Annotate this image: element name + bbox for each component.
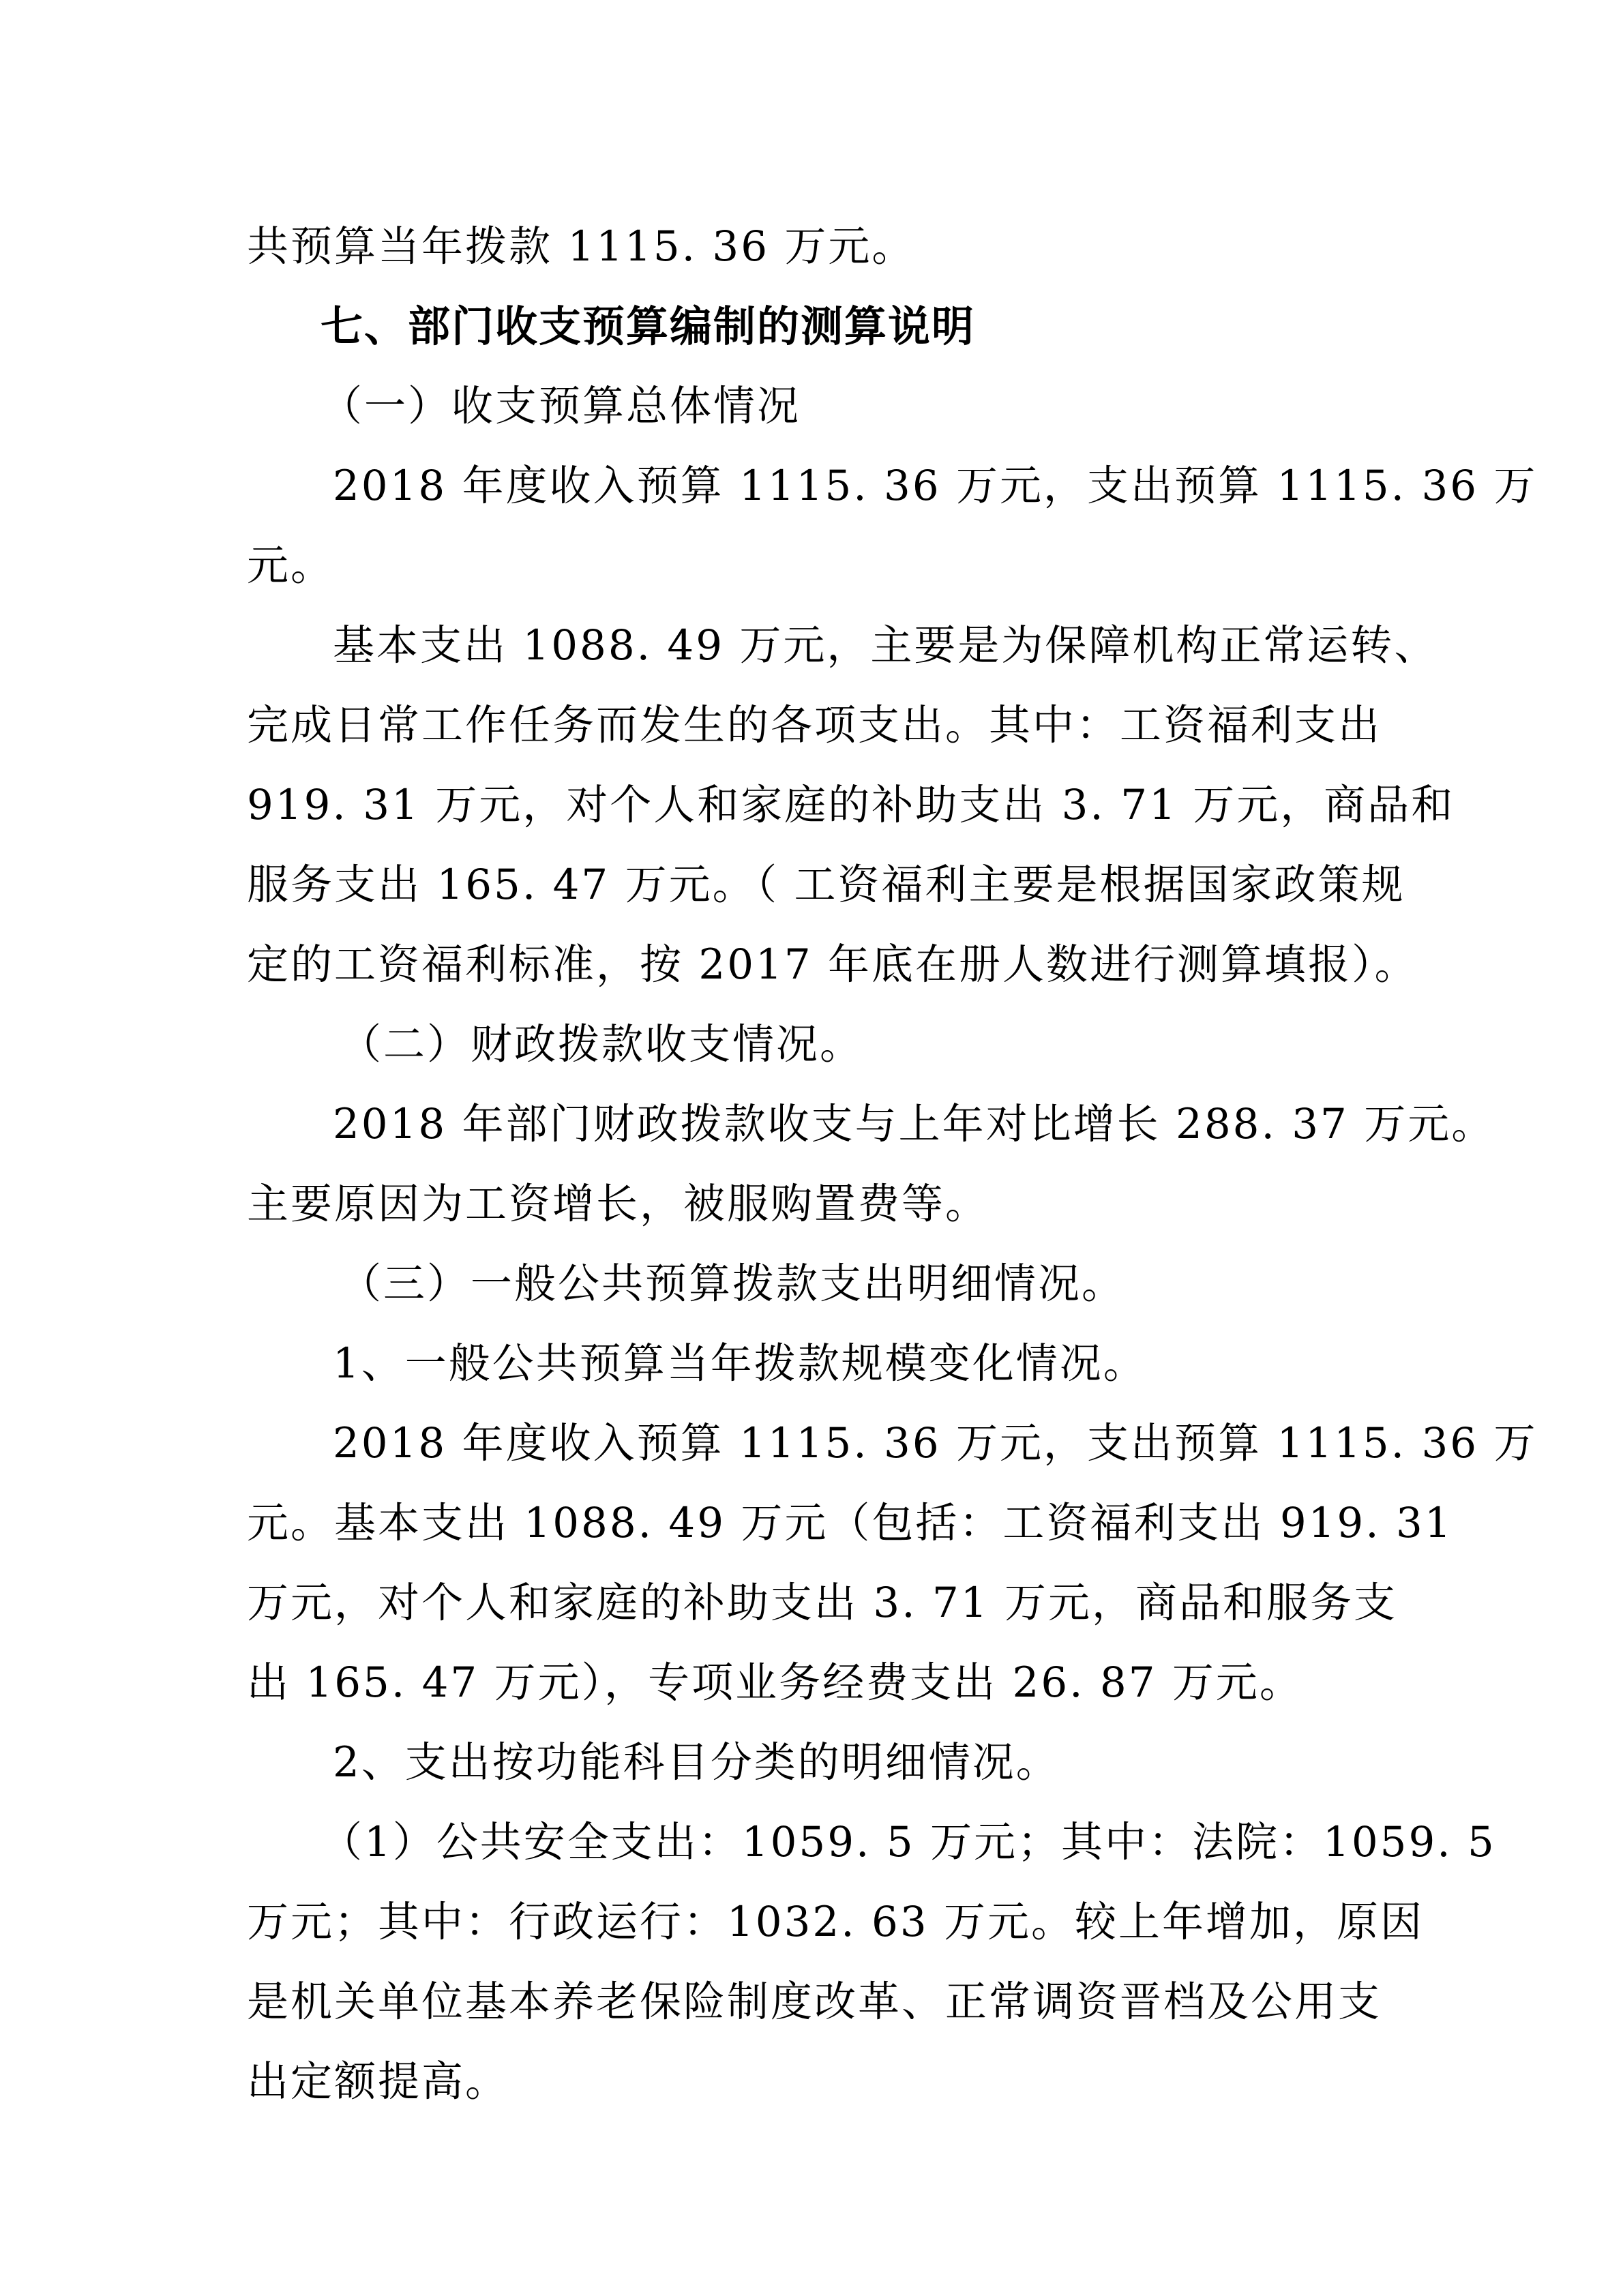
item-heading-2: 2、支出按功能科目分类的明细情况。 [333, 1738, 1060, 1787]
subsection-heading-3: （三）一般公共预算拨款支出明细情况。 [340, 1259, 1126, 1308]
text-line-19: 出 165. 47 万元），专项业务经费支出 26. 87 万元。 [247, 1658, 1303, 1707]
text-line-7: 完成日常工作任务而发生的各项支出。其中：工资福利支出 [247, 701, 1382, 749]
text-line-1: 共预算当年拨款 1115. 36 万元。 [247, 222, 916, 271]
text-line-8: 919. 31 万元，对个人和家庭的补助支出 3. 71 万元，商品和 [247, 781, 1455, 829]
text-line-18: 万元，对个人和家庭的补助支出 3. 71 万元，商品和服务支 [247, 1579, 1397, 1627]
text-line-4: 2018 年度收入预算 1115. 36 万元，支出预算 1115. 36 万 [333, 462, 1538, 510]
text-line-17: 元。基本支出 1088. 49 万元（包括：工资福利支出 919. 31 [247, 1499, 1453, 1547]
section-heading-7: 七、部门收支预算编制的测算说明 [321, 301, 976, 351]
subsection-heading-2: （二）财政拨款收支情况。 [340, 1020, 864, 1069]
text-line-23: 是机关单位基本养老保险制度改革、正常调资晋档及公用支 [247, 1978, 1382, 2026]
text-line-16: 2018 年度收入预算 1115. 36 万元，支出预算 1115. 36 万 [333, 1419, 1538, 1467]
subsection-heading-1: （一）收支预算总体情况 [321, 382, 801, 430]
text-line-24: 出定额提高。 [247, 2057, 509, 2106]
text-line-9: 服务支出 165. 47 万元。（ 工资福利主要是根据国家政策规 [247, 861, 1405, 909]
item-heading-1: 1、一般公共预算当年拨款规模变化情况。 [333, 1339, 1147, 1388]
text-line-6: 基本支出 1088. 49 万元，主要是为保障机构正常运转、 [333, 621, 1438, 670]
text-line-22: 万元；其中：行政运行：1032. 63 万元。较上年增加，原因 [247, 1898, 1425, 1946]
text-line-10: 定的工资福利标准，按 2017 年底在册人数进行测算填报）。 [247, 940, 1418, 989]
text-line-5: 元。 [247, 541, 335, 590]
text-line-12: 2018 年部门财政拨款收支与上年对比增长 288. 37 万元。 [333, 1100, 1495, 1148]
text-line-13: 主要原因为工资增长，被服购置费等。 [247, 1180, 989, 1228]
text-line-21: （1）公共安全支出：1059. 5 万元；其中：法院：1059. 5 [321, 1818, 1496, 1866]
